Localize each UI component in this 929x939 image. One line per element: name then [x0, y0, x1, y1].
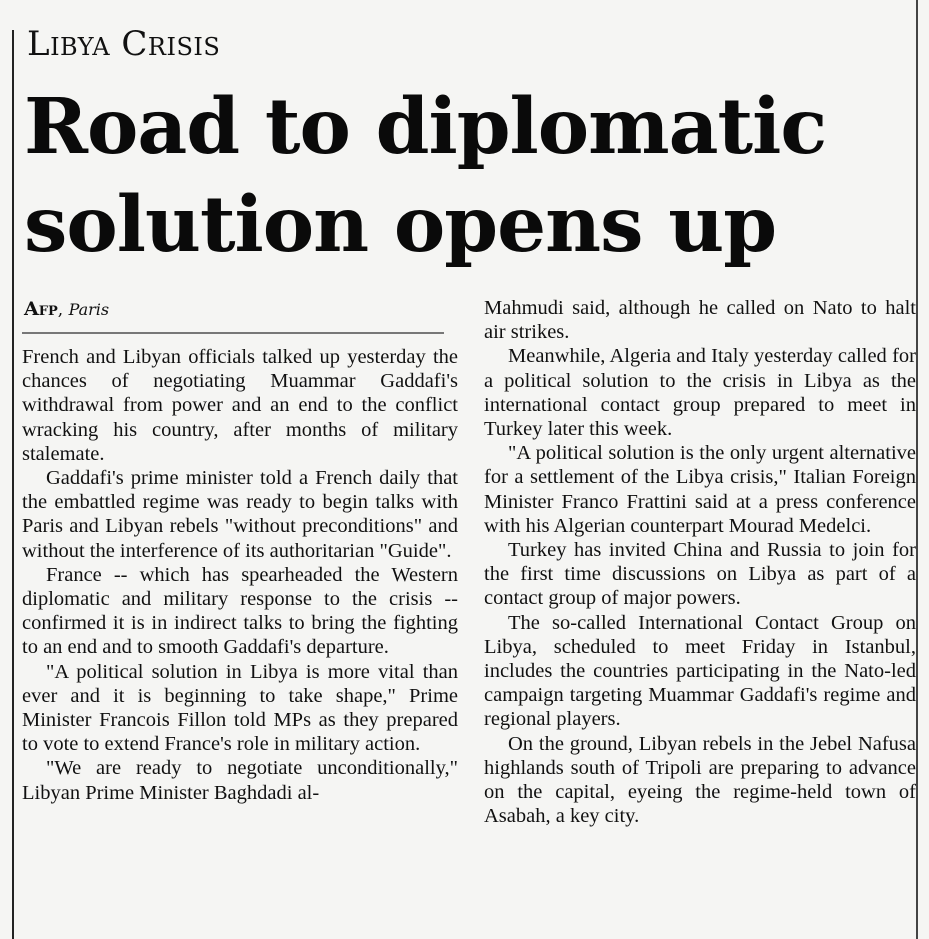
paragraph: Mahmudi said, although he called on Nato to halt air strikes. — [484, 297, 916, 344]
section-kicker: Libya Crisis — [27, 24, 221, 64]
paragraph: The so-called International Contact Group on Libya, scheduled to meet Friday in Istanbul, includes the countries participating in the Nato-led campaign targeting Muammar Gaddafi's regime and regional players. — [484, 611, 916, 731]
paragraph: "A political solution in Libya is more vital than ever and it is beginning to take shape," Prime Minister Francois Fillon told MPs as they prepared to vote to extend France's role in military action. — [22, 660, 458, 756]
right-edge-rule — [916, 0, 918, 939]
left-column-rule — [12, 30, 14, 939]
paragraph: French and Libyan officials talked up yesterday the chances of negotiating Muammar Gaddafi's withdrawal from power and an end to the conflict wracking his country, after months of military stalemate. — [22, 346, 458, 465]
headline: Road to diplomatic solution opens up — [24, 82, 827, 270]
paragraph: "We are ready to negotiate unconditionally," Libyan Prime Minister Baghdadi al- — [22, 757, 458, 804]
paragraph: Meanwhile, Algeria and Italy yesterday called for a political solution to the crisis in Libya as the international contact group prepared to meet in Turkey later this week. — [484, 345, 916, 441]
article-column-2 — [484, 296, 916, 828]
paragraph: Gaddafi's prime minister told a French daily that the embattled regime was ready to begin talks with Paris and Libyan rebels "without preconditions" and without the interference of its authoritarian "Guide". — [22, 467, 458, 562]
paragraph: On the ground, Libyan rebels in the Jebel Nafusa highlands south of Tripoli are preparing to advance on the capital, eyeing the regime-held town of Asabah, a key city. — [484, 732, 916, 828]
byline-separator: , — [57, 300, 69, 320]
paragraph: Turkey has invited China and Russia to join for the first time discussions on Libya as part of a contact group of major powers. — [484, 539, 916, 610]
paragraph: "A political solution is the only urgent alternative for a settlement of the Libya crisis," Italian Foreign Minister Franco Frattini said at a press conference with his Algerian counterpart Mourad Medelci. — [484, 442, 916, 537]
byline-divider — [22, 332, 444, 334]
byline — [24, 298, 109, 320]
paragraph: France -- which has spearheaded the Western diplomatic and military response to the crisis -- confirmed it is in indirect talks to bring the fighting to an end and to smooth Gaddafi's departure. — [22, 563, 458, 659]
byline-city: Paris — [68, 300, 110, 319]
byline-agency: Afp — [24, 298, 58, 320]
article-column-1 — [22, 345, 458, 805]
